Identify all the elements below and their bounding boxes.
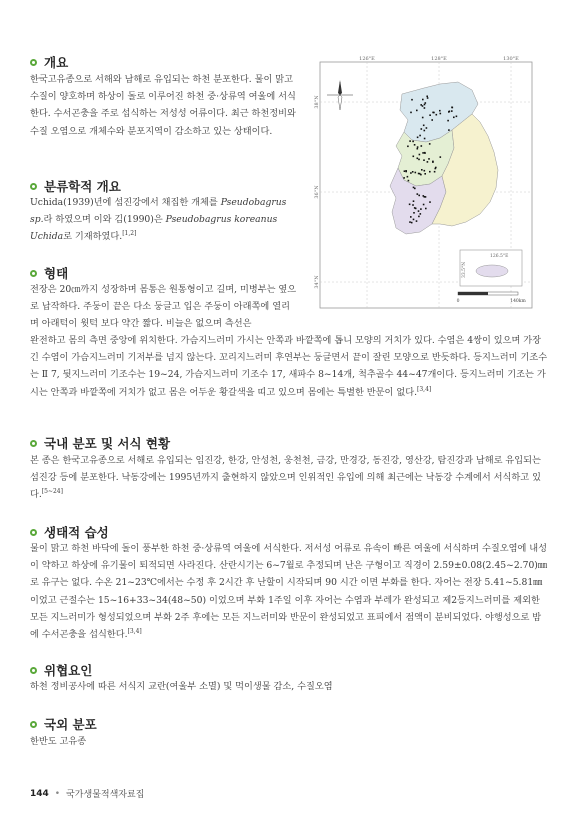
occurrence-point [415, 208, 417, 210]
occurrence-point [420, 213, 422, 215]
occurrence-point [407, 176, 409, 178]
occurrence-point [409, 221, 411, 223]
occurrence-point [432, 161, 434, 163]
lat-label: 34°N [314, 275, 320, 289]
scale-start-label: 0 [456, 299, 460, 304]
occurrence-point [413, 219, 415, 221]
occurrence-point [424, 130, 426, 132]
occurrence-point [403, 177, 405, 179]
occurrence-point [429, 114, 431, 116]
occurrence-point [414, 144, 416, 146]
inset-lat-label: 33.5°N [462, 261, 467, 278]
occurrence-point [411, 99, 413, 101]
occurrence-point [452, 107, 454, 109]
occurrence-point [429, 171, 431, 173]
lat-label: 38°N [314, 95, 320, 109]
occurrence-point [410, 172, 412, 174]
inset-lon-label: 126.5°E [490, 254, 509, 259]
occurrence-point [447, 120, 449, 122]
occurrence-point [426, 96, 428, 98]
occurrence-point [418, 210, 420, 212]
occurrence-point [415, 172, 417, 174]
occurrence-point [425, 196, 427, 198]
occurrence-point [414, 188, 416, 190]
occurrence-point [417, 193, 419, 195]
occurrence-point [448, 111, 450, 113]
occurrence-point [421, 169, 423, 171]
section-title-ecology: 생태적 습성 [30, 523, 109, 541]
occurrence-point [417, 148, 419, 150]
occurrence-point [420, 104, 422, 106]
occurrence-point [420, 208, 422, 210]
section-title-threats: 위협요인 [30, 661, 92, 679]
occurrence-point [423, 195, 425, 197]
taxonomy-text: Uchida(1939)년에 섬진강에서 채집한 개체를 Pseudobagrus sp.라 하였으며 이와 김(1990)은 Pseudobagrus koreanus Uchida로 기재하였다.[1,2] [30, 197, 287, 243]
bullet-icon [30, 440, 37, 447]
bullet-icon [30, 183, 37, 190]
occurrence-point [409, 204, 411, 206]
morphology-text-narrow: 전장은 20㎝까지 성장하며 몸통은 원통형이고 길며, 미병부는 옆으로 납작하다. 주둥이 끝은 다소 둥글고 입은 주둥이 아래쪽에 열리며 아래턱이 윗턱 보다 약간 짧다. 비늘은 없으며 측선은 [30, 284, 297, 330]
page-number: 144 [30, 788, 49, 799]
occurrence-point [451, 110, 453, 112]
occurrence-point [410, 216, 412, 218]
occurrence-point [408, 180, 410, 182]
occurrence-point [427, 97, 429, 99]
occurrence-point [410, 112, 412, 114]
occurrence-point [448, 129, 450, 131]
occurrence-point [436, 114, 438, 116]
occurrence-point [424, 107, 426, 109]
occurrence-point [428, 158, 430, 160]
threats-text: 하천 정비공사에 따른 서식지 교란(여울부 소멸) 및 먹이생물 감소, 수질오염 [30, 681, 333, 692]
occurrence-point [422, 152, 424, 154]
bullet-icon [30, 721, 37, 728]
occurrence-point [439, 110, 441, 112]
occurrence-point [413, 156, 415, 158]
occurrence-point [423, 159, 425, 161]
occurrence-point [416, 220, 418, 222]
occurrence-point [424, 152, 426, 154]
bullet-icon [30, 667, 37, 674]
occurrence-point [405, 170, 407, 172]
occurrence-point [407, 146, 409, 148]
occurrence-point [456, 116, 458, 118]
section-title-overseas: 국외 분포 [30, 715, 97, 733]
occurrence-point [427, 161, 429, 163]
publication-title: 국가생물적색자료집 [66, 790, 145, 800]
occurrence-point [424, 138, 426, 140]
occurrence-point [424, 104, 426, 106]
occurrence-point [431, 119, 433, 121]
occurrence-point [417, 158, 419, 160]
occurrence-point [440, 156, 442, 158]
distribution-text: 본 종은 한국고유종으로 서해로 유입되는 임진강, 한강, 안성천, 웅천천, 금강, 만경강, 동진강, 영산강, 탐진강과 남해로 유입되는 섬진강 등에 분포한다. 낙동강에는 1995년까지 출현하지 않았으며 인위적인 유입에 의해 최근에는 낙동강 수계에서 서식하고 있다.[5~24] [30, 455, 541, 501]
lat-label: 36°N [314, 185, 320, 199]
section-title-morphology: 형태 [30, 264, 68, 282]
occurrence-point [419, 154, 421, 156]
occurrence-point [418, 216, 420, 218]
occurrence-point [425, 208, 427, 210]
occurrence-point [409, 140, 411, 142]
occurrence-point [424, 170, 426, 172]
occurrence-point [404, 170, 406, 172]
overseas-text: 한반도 고유종 [30, 736, 87, 747]
footer-separator: • [54, 788, 61, 799]
occurrence-point [429, 201, 431, 203]
occurrence-point [421, 145, 423, 147]
occurrence-point [419, 135, 421, 137]
jeju-island [476, 265, 508, 277]
occurrence-point [413, 212, 415, 214]
occurrence-point [426, 127, 428, 129]
occurrence-point [453, 117, 455, 119]
occurrence-point [423, 204, 425, 206]
occurrence-point [417, 137, 419, 139]
bullet-icon [30, 529, 37, 536]
lon-label: 130°E [503, 56, 519, 62]
overview-text: 한국고유종으로 서해와 남해로 유입되는 하천 분포한다. 물이 맑고 수질이 양호하며 하상이 돌로 이루어진 하천 중·상류역 여울에 서식한다. 수서곤충을 주로 섭식하는 저성성 어류이다. 최근 하천정비와 수질 오염으로 개체수와 분포지역이 감소하고 있는 상태이다. [30, 74, 296, 137]
occurrence-point [418, 159, 420, 161]
lon-label: 126°E [359, 56, 375, 62]
occurrence-point [424, 173, 426, 175]
occurrence-point [434, 171, 436, 173]
page-footer [30, 787, 144, 800]
occurrence-point [422, 117, 424, 119]
scale-end-label: 140km [510, 299, 526, 304]
occurrence-point [425, 102, 427, 104]
occurrence-point [429, 143, 431, 145]
morphology-text-wide: 완전하고 몸의 측면 중앙에 위치한다. 가슴지느러미 가시는 안쪽과 바깥쪽에 톱니 모양의 거치가 있다. 수염은 4쌍이 있으며 가장 긴 수염이 가슴지느러미 기저부를 넘지 않는다. 꼬리지느러미 후연부는 둥글면서 끝이 잘린 모양으로 반듯하다. 등지느러미 기조수는 Ⅱ 7, 뒷지느러미 기조수는 19~24, 가슴지느러미 기조수 17, 새파수 8~14개, 척추골수 44~47개이다. 등지느러미 기조는 가시는 안쪽과 바깥쪽에 거치가 없고 몸은 어두운 황갈색을 띠고 있으며 몸에는 특별한 반문이 없다.[3,4] [30, 335, 548, 398]
occurrence-point [435, 167, 437, 169]
occurrence-point [411, 222, 413, 224]
occurrence-point [412, 204, 414, 206]
ecology-text: 물이 맑고 하천 바닥에 돌이 풍부한 하천 중·상류역 여울에 서식한다. 저서성 어류로 유속이 빠른 여울에 서식하며 수질오염에 내성이 약하고 하상에 유기물이 퇴적되면 사라진다. 산란시기는 6~7월로 추정되며 난은 구형이고 직경이 2.59±0.08(2.45~2.70)㎜로 유구는 없다. 수온 21~23℃에서는 수정 후 2시간 후 난할이 시작되며 90 시간 이면 부화를 한다. 자어는 전장 5.41~5.81㎜ 이었고 근절수는 15~16+33~34(48~50) 이었으며 부화 1주일 이후 자어는 수염과 부레가 완성되고 제2등지느러미를 제외한 모든 지느러미가 형성되었으며 부화 2주 후에는 모든 지느러미와 반문이 완성되었고 표피에서 점액이 분비되었다. 야행성으로 밤에 수서곤충을 섭식한다.[3,4] [30, 543, 548, 641]
occurrence-point [416, 110, 418, 112]
bullet-icon [30, 270, 37, 277]
occurrence-point [423, 125, 425, 127]
occurrence-point [413, 200, 415, 202]
section-title-taxonomy: 분류학적 개요 [30, 177, 121, 195]
occurrence-point [421, 128, 423, 130]
occurrence-point [412, 141, 414, 143]
occurrence-point [412, 171, 414, 173]
distribution-map [312, 52, 540, 314]
section-title-overview: 개요 [30, 53, 68, 71]
occurrence-point [440, 113, 442, 115]
occurrence-point [433, 112, 435, 114]
bullet-icon [30, 59, 37, 66]
occurrence-point [417, 146, 419, 148]
occurrence-point [418, 173, 420, 175]
occurrence-point [418, 195, 420, 197]
lon-label: 128°E [431, 56, 447, 62]
occurrence-point [422, 99, 424, 101]
section-title-distribution: 국내 분포 및 서식 현황 [30, 434, 170, 452]
